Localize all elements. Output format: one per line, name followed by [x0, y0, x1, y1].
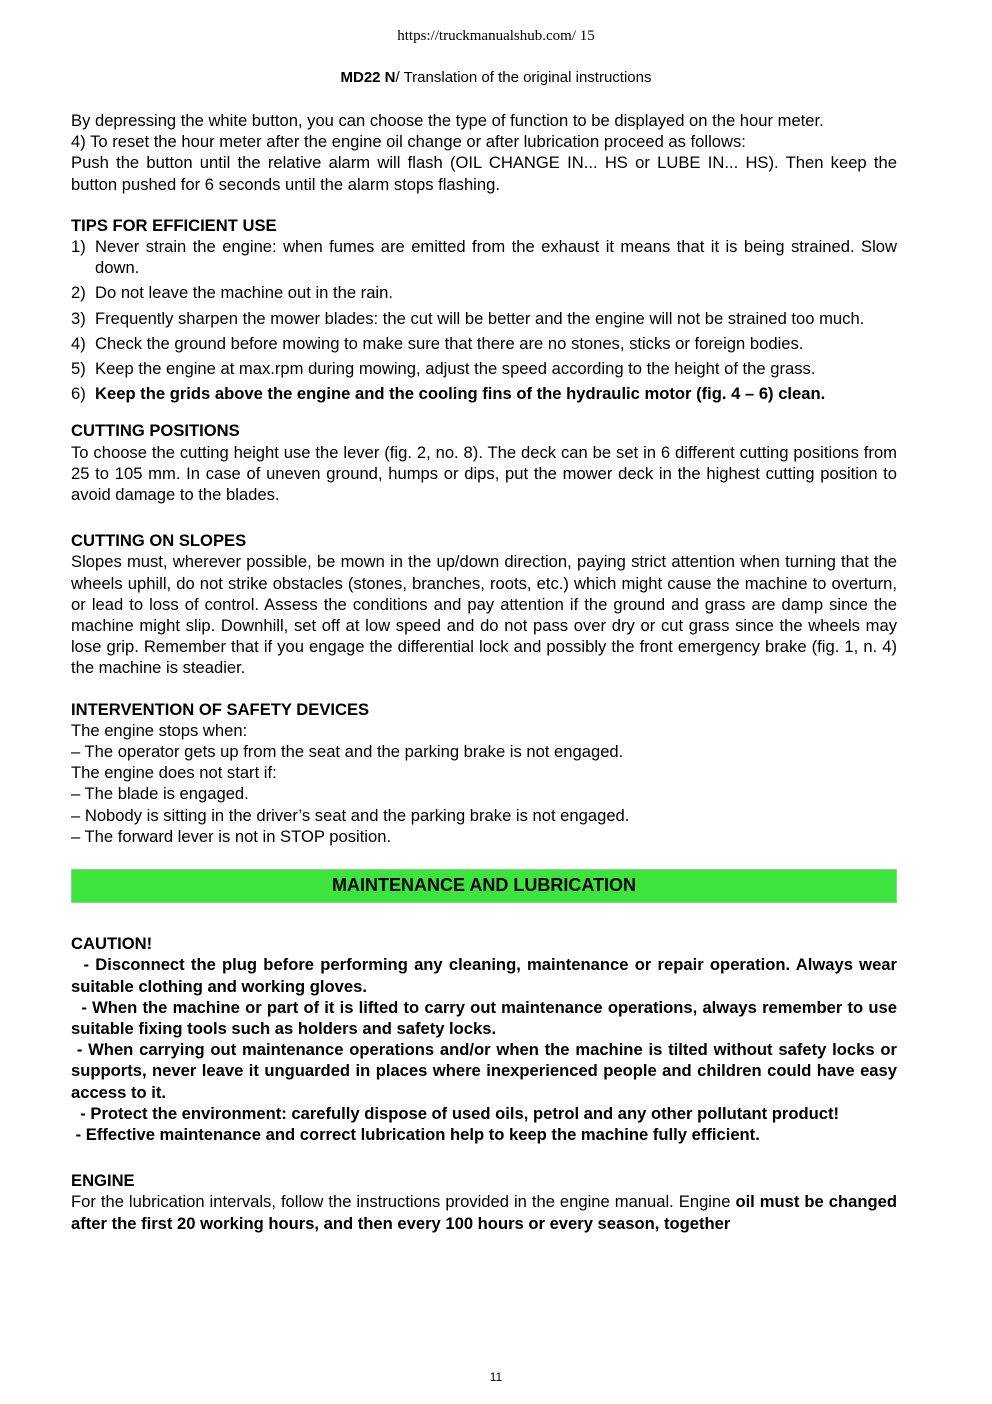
intro-paragraph-1: By depressing the white button, you can choose the type of function to be displayed on the hour meter. — [71, 111, 824, 130]
banner-title: MAINTENANCE AND LUBRICATION — [332, 875, 636, 896]
engine-text — [71, 1191, 897, 1233]
safety-devices-heading: INTERVENTION OF SAFETY DEVICES — [71, 699, 370, 719]
list-number: 1) — [71, 237, 86, 257]
spacer — [71, 847, 897, 859]
list-text: Check the ground before mowing to make sure that there are no stones, sticks or foreign bodies. — [95, 333, 804, 353]
list-item — [71, 308, 897, 329]
list-text: Do not leave the machine out in the rain. — [95, 283, 393, 303]
spacer — [71, 903, 897, 933]
cutting-positions-heading: CUTTING POSITIONS — [71, 421, 240, 441]
document-header — [0, 69, 992, 86]
list-text: Never strain the engine: when fumes are emitted from the exhaust it means that it is being strained. Slow down. — [95, 237, 897, 278]
spacer — [71, 1145, 897, 1170]
spacer — [71, 195, 897, 215]
caution-item: - Protect the environment: carefully dispose of used oils, petrol and any other pollutant product! — [71, 1103, 840, 1123]
list-item — [71, 333, 897, 354]
safety-line: – The forward lever is not in STOP position. — [71, 826, 392, 846]
safety-line: The engine stops when: — [71, 720, 248, 740]
list-number: 3) — [71, 308, 86, 328]
page-number: 11 — [489, 1370, 503, 1384]
page-content — [71, 110, 902, 1234]
cutting-slopes-heading: CUTTING ON SLOPES — [71, 531, 247, 551]
list-item — [71, 282, 897, 303]
caution-item: - When the machine or part of it is lifted to carry out maintenance operations, always remember to use suitable fixing tools such as holders and safety locks. — [71, 997, 902, 1038]
spacer — [71, 679, 897, 699]
header-subtitle: / Translation of the original instructions — [395, 69, 652, 86]
safety-line: – The operator gets up from the seat and the parking brake is not engaged. — [71, 742, 624, 762]
list-item — [71, 383, 897, 404]
caution-item: - When carrying out maintenance operations and/or when the machine is tilted without safety locks or supports, never leave it unguarded in places where inexperienced people and children could have easy access to it. — [71, 1040, 902, 1102]
engine-text-bold: oil must be changed after the first 20 working hours, and then every 100 hours or every season, together — [71, 1192, 897, 1233]
tips-heading: TIPS FOR EFFICIENT USE — [71, 215, 277, 235]
list-text: Keep the grids above the engine and the cooling fins of the hydraulic motor (fig. 4 – 6) clean. — [95, 384, 826, 404]
intro-paragraph-3: Push the button until the relative alarm will flash (OIL CHANGE IN... HS or LUBE IN... HS). Then keep the button pushed for 6 seconds until the alarm stops flashing. — [71, 153, 897, 194]
list-number: 2) — [71, 283, 86, 303]
safety-line: – Nobody is sitting in the driver’s seat and the parking brake is not engaged. — [71, 805, 630, 825]
list-number: 4) — [71, 333, 86, 353]
list-text: Keep the engine at max.rpm during mowing, adjust the speed according to the height of the grass. — [95, 359, 816, 379]
engine-heading: ENGINE — [71, 1171, 135, 1191]
section-banner — [71, 869, 897, 903]
list-number: 5) — [71, 359, 86, 379]
cutting-slopes-text: Slopes must, wherever possible, be mown in the up/down direction, paying strict attention when turning that the wheels uphill, do not strike obstacles (stones, branches, roots, etc.) which might cause the machine to overturn, or lead to loss of control. Assess the conditions and pay attention if the ground and grass are damp since the machine might slip. Downhill, set off at low speed and do not pass over dry or cut grass since the wheels may lose grip. Remember that if you engage the differential lock and possibly the front emergency brake (fig. 1, n. 4) the machine is steadier. — [71, 552, 897, 678]
source-url: https://truckmanualshub.com/ 15 — [397, 28, 595, 44]
list-item — [71, 236, 897, 278]
caution-item: - Effective maintenance and correct lubrication help to keep the machine fully efficient. — [71, 1124, 760, 1144]
intro-paragraph-2: 4) To reset the hour meter after the engine oil change or after lubrication proceed as follows: — [71, 132, 746, 152]
tips-list — [71, 236, 897, 404]
caution-block — [71, 933, 902, 1145]
spacer — [71, 408, 897, 420]
caution-heading: CAUTION! — [71, 934, 153, 954]
caution-item: - Disconnect the plug before performing any cleaning, maintenance or repair operation. Always wear suitable clothing and working gloves. — [71, 955, 902, 996]
safety-line: – The blade is engaged. — [71, 784, 249, 804]
list-item — [71, 358, 897, 379]
model-name: MD22 N — [340, 69, 396, 86]
list-text: Frequently sharpen the mower blades: the cut will be better and the engine will not be strained too much. — [95, 308, 865, 328]
cutting-positions-text: To choose the cutting height use the lever (fig. 2, no. 8). The deck can be set in 6 different cutting positions from 25 to 105 mm. In case of uneven ground, humps or dips, put the mower deck in the highest cutting position to avoid damage to the blades. — [71, 442, 897, 505]
engine-text-normal: For the lubrication intervals, follow the instructions provided in the engine manual. Engine — [71, 1192, 736, 1212]
safety-line: The engine does not start if: — [71, 763, 277, 783]
spacer — [71, 505, 897, 530]
list-number: 6) — [71, 384, 86, 404]
